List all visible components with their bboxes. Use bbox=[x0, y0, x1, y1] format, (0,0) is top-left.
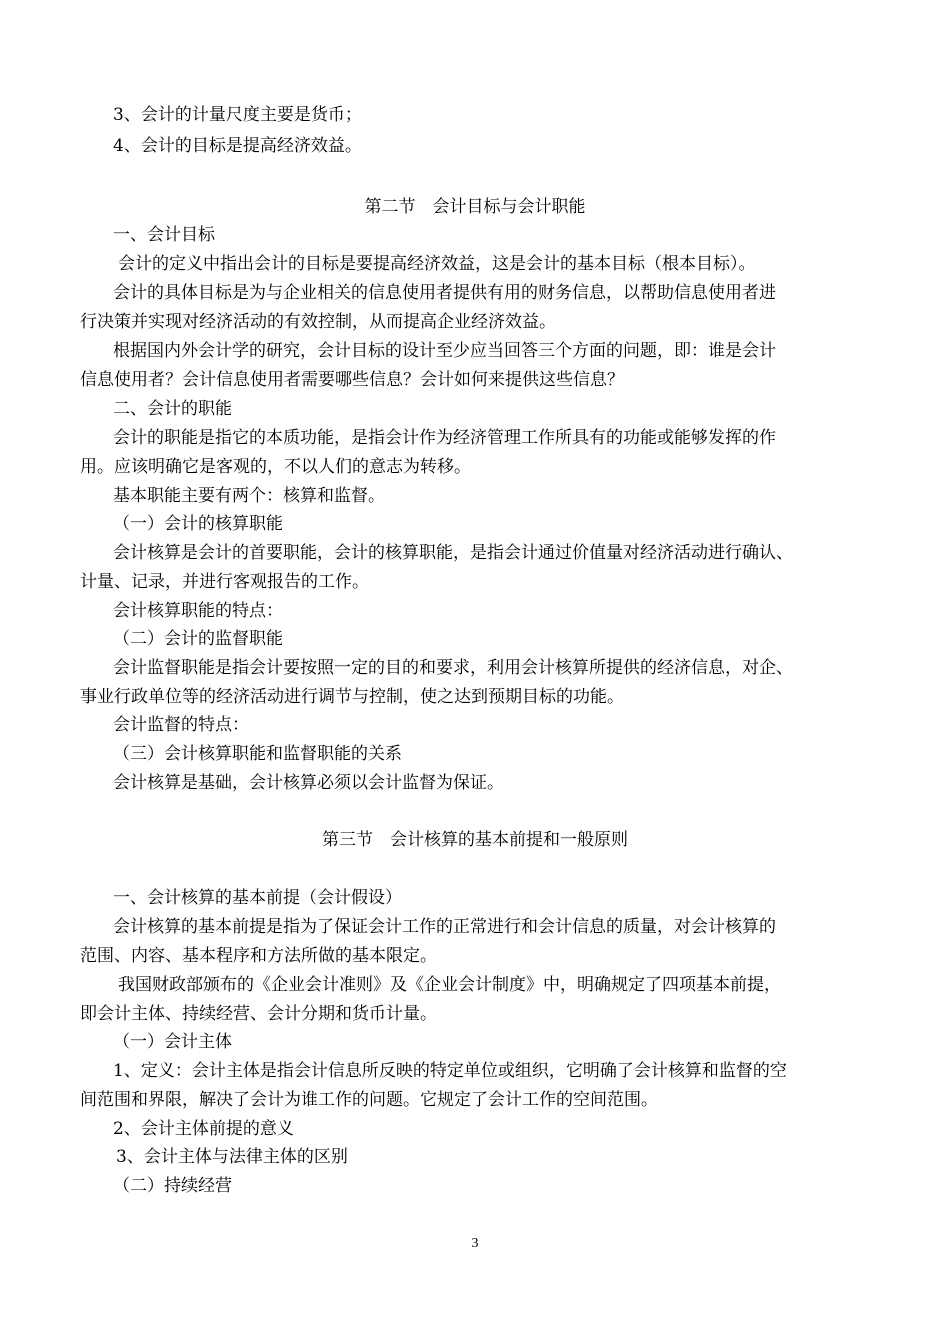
list-item: 3、会计主体与法律主体的区别 bbox=[116, 1147, 348, 1167]
paragraph-line: 行决策并实现对经济活动的有效控制，从而提高企业经济效益。 bbox=[80, 312, 556, 332]
subheading: （三）会计核算职能和监督职能的关系 bbox=[113, 744, 402, 764]
paragraph-line: 会计核算是基础，会计核算必须以会计监督为保证。 bbox=[113, 773, 504, 793]
paragraph-line: 根据国内外会计学的研究，会计目标的设计至少应当回答三个方面的问题，即：谁是会计 bbox=[113, 341, 776, 361]
subheading: 一、会计目标 bbox=[113, 225, 215, 245]
subheading: （一）会计的核算职能 bbox=[113, 514, 283, 534]
paragraph-line: 事业行政单位等的经济活动进行调节与控制，使之达到预期目标的功能。 bbox=[80, 687, 624, 707]
section-heading: 第三节 会计核算的基本前提和一般原则 bbox=[322, 830, 628, 850]
list-item: 2、会计主体前提的意义 bbox=[113, 1119, 294, 1139]
section-heading: 第二节 会计目标与会计职能 bbox=[364, 197, 586, 217]
paragraph-line: 计量、记录，并进行客观报告的工作。 bbox=[80, 572, 369, 592]
subheading: （二）持续经营 bbox=[113, 1176, 232, 1196]
paragraph-line: 即会计主体、持续经营、会计分期和货币计量。 bbox=[80, 1004, 437, 1024]
paragraph-line: 会计核算是会计的首要职能，会计的核算职能，是指会计通过价值量对经济活动进行确认、 bbox=[113, 543, 793, 563]
paragraph-line: 会计监督职能是指会计要按照一定的目的和要求，利用会计核算所提供的经济信息，对企、 bbox=[113, 658, 793, 678]
paragraph-line: 用。应该明确它是客观的，不以人们的意志为转移。 bbox=[80, 457, 471, 477]
paragraph-line: 我国财政部颁布的《企业会计准则》及《企业会计制度》中，明确规定了四项基本前提， bbox=[118, 975, 781, 995]
subheading: （二）会计的监督职能 bbox=[113, 629, 283, 649]
subheading: 一、会计核算的基本前提（会计假设） bbox=[113, 888, 402, 908]
paragraph-line: 信息使用者？会计信息使用者需要哪些信息？会计如何来提供这些信息？ bbox=[80, 370, 624, 390]
paragraph-line: 基本职能主要有两个：核算和监督。 bbox=[113, 486, 385, 506]
paragraph-line: 范围、内容、基本程序和方法所做的基本限定。 bbox=[80, 946, 437, 966]
list-item: 4、会计的目标是提高经济效益。 bbox=[113, 136, 362, 156]
subheading: （一）会计主体 bbox=[113, 1032, 232, 1052]
paragraph-line: 会计的具体目标是为与企业相关的信息使用者提供有用的财务信息，以帮助信息使用者进 bbox=[113, 283, 776, 303]
paragraph-line: 会计核算职能的特点： bbox=[113, 601, 283, 621]
paragraph-line: 会计监督的特点： bbox=[113, 715, 249, 735]
paragraph-line: 会计的职能是指它的本质功能，是指会计作为经济管理工作所具有的功能或能够发挥的作 bbox=[113, 428, 776, 448]
subheading: 二、会计的职能 bbox=[113, 399, 232, 419]
paragraph-line: 间范围和界限，解决了会计为谁工作的问题。它规定了会计工作的空间范围。 bbox=[80, 1090, 658, 1110]
paragraph-line: 会计核算的基本前提是指为了保证会计工作的正常进行和会计信息的质量，对会计核算的 bbox=[113, 917, 776, 937]
paragraph-line: 会计的定义中指出会计的目标是要提高经济效益，这是会计的基本目标（根本目标）。 bbox=[118, 254, 756, 274]
paragraph-line: 1、定义：会计主体是指会计信息所反映的特定单位或组织，它明确了会计核算和监督的空 bbox=[113, 1061, 787, 1081]
list-item: 3、会计的计量尺度主要是货币； bbox=[113, 105, 362, 125]
page-number: 3 bbox=[471, 1236, 479, 1251]
